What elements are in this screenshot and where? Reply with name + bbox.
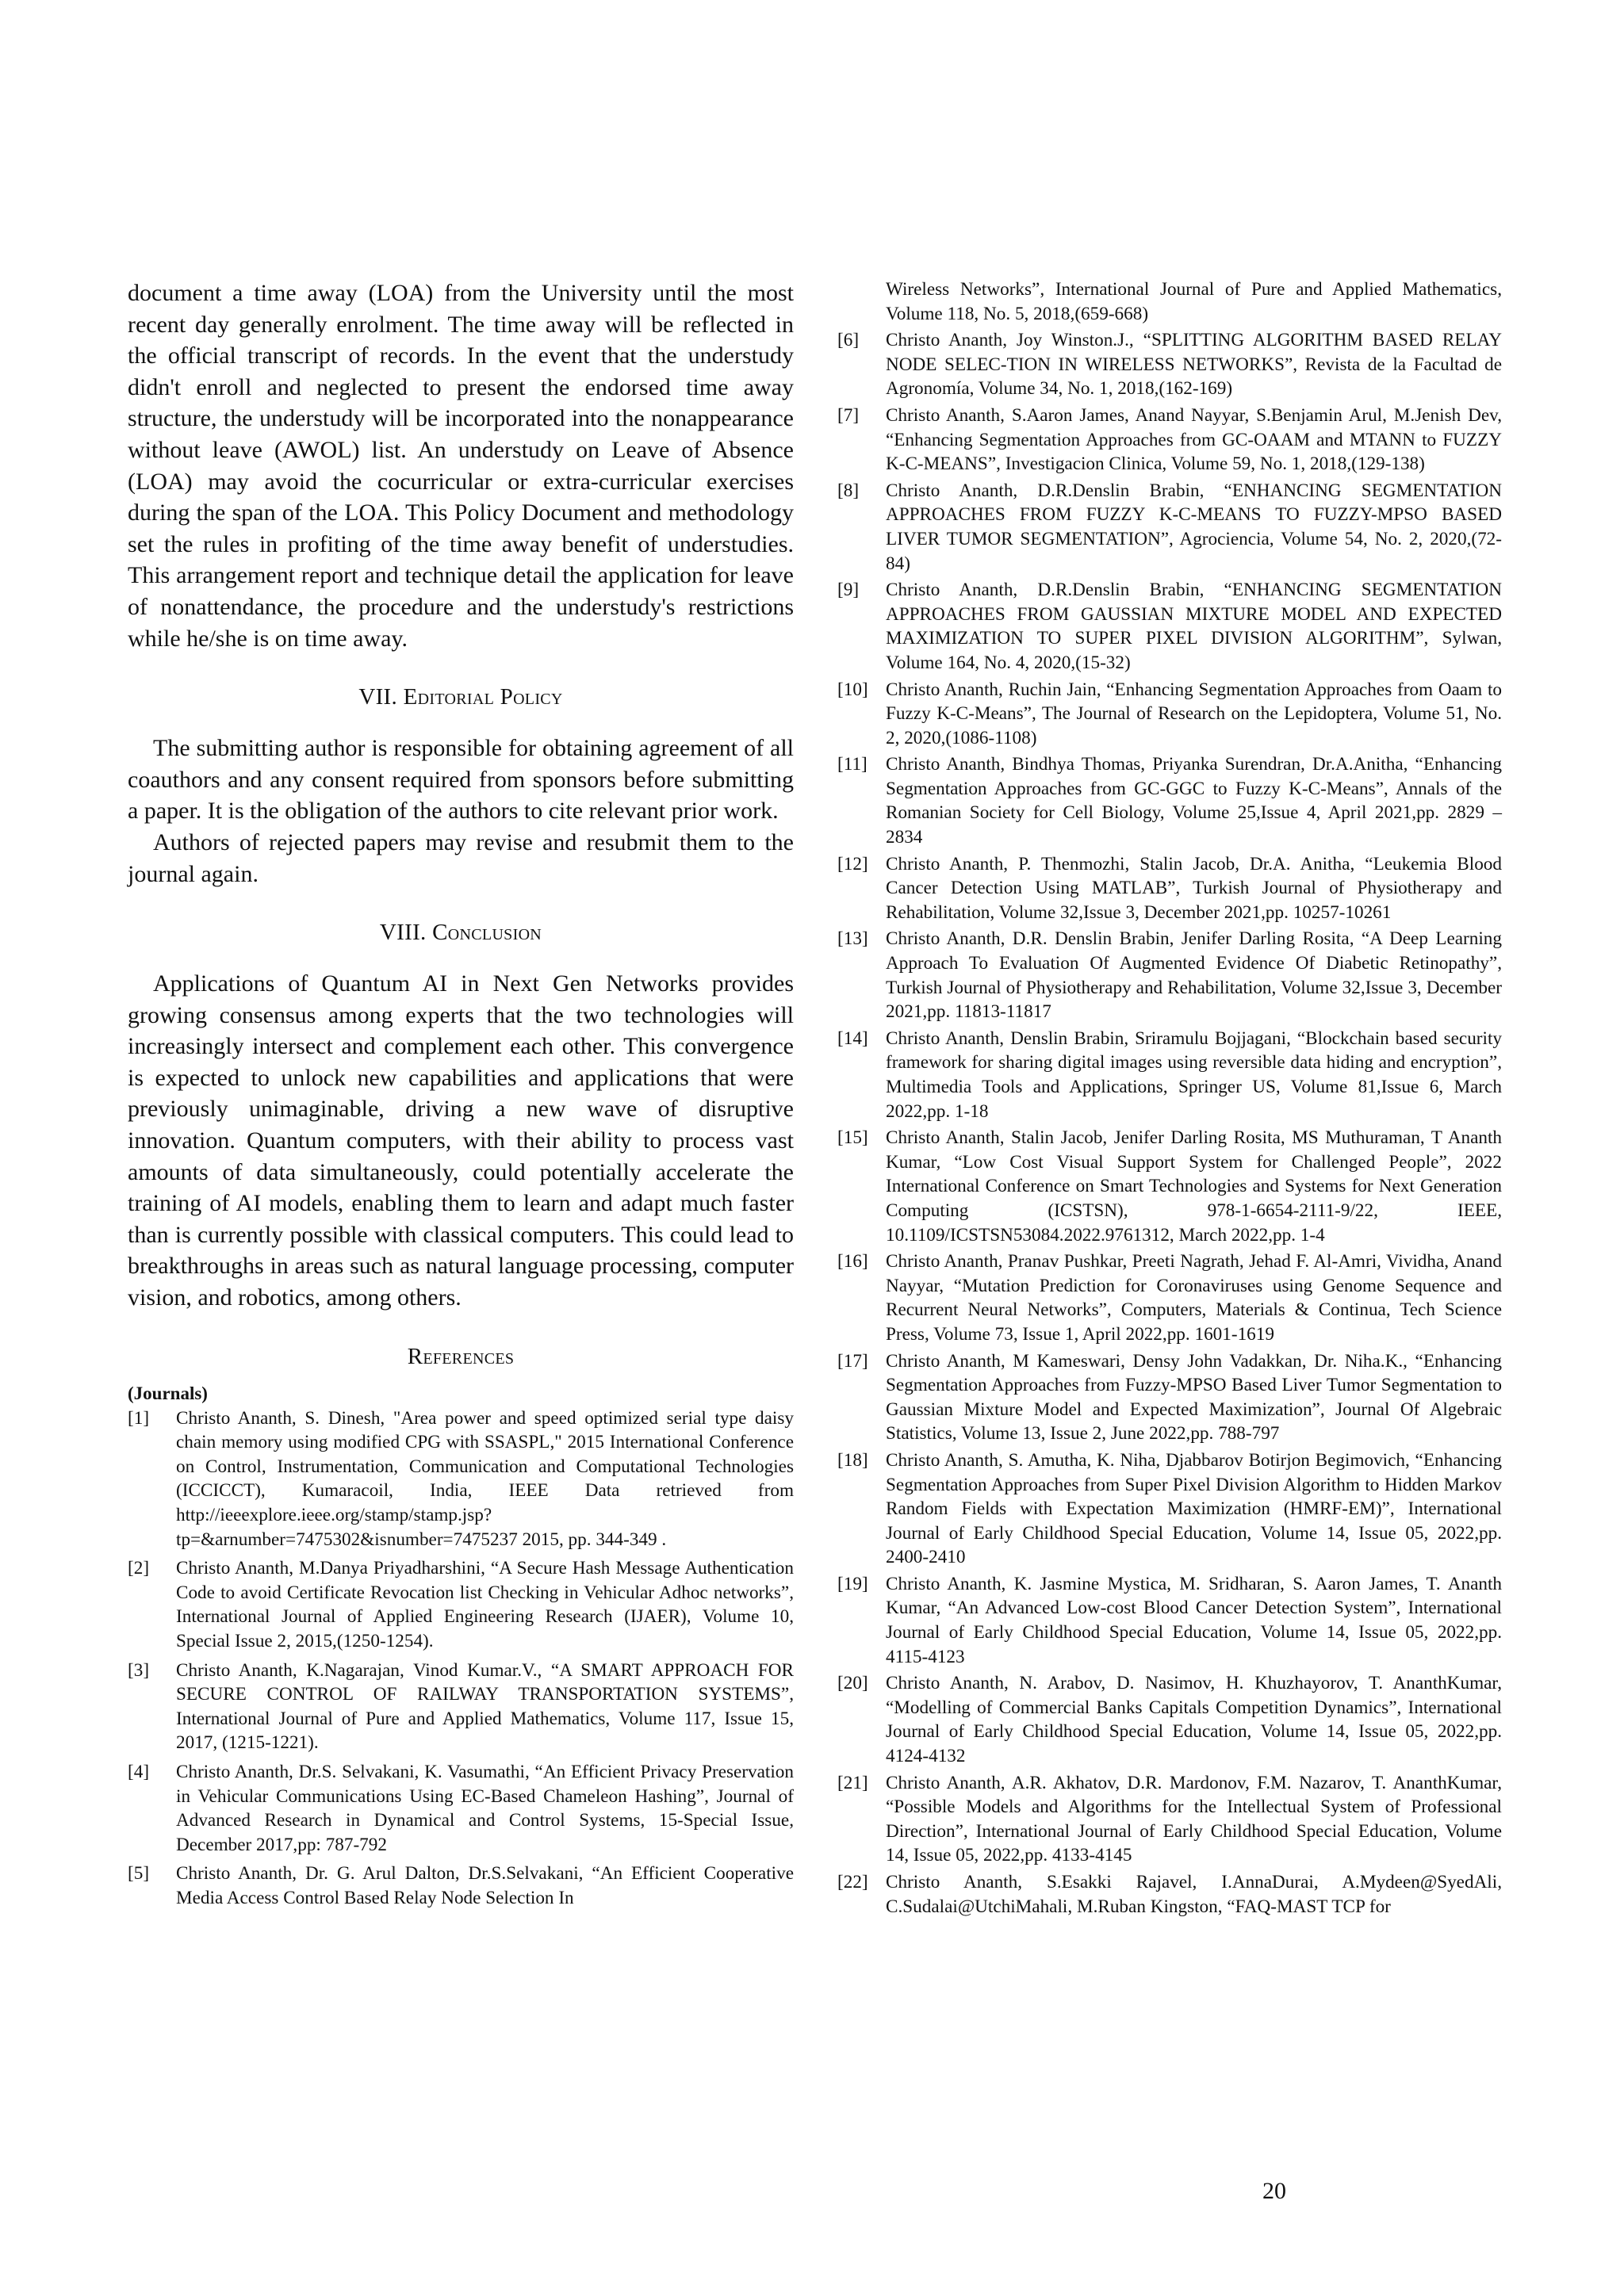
- reference-number: [8]: [837, 480, 860, 501]
- editorial-paragraph: The submitting author is responsible for obtaining agreement of all coauthors and any consent required from sponsors before submitting a paper. It is the obligation of the authors to cite relevant prior work.: [128, 735, 794, 825]
- reference-text: Christo Ananth, Dr. G. Arul Dalton, Dr.S.Selvakani, “An Efficient Cooperative Media Access Control Based Relay Node Selection In: [176, 1863, 794, 1908]
- reference-text: Christo Ananth, K.Nagarajan, Vinod Kumar.V., “A SMART APPROACH FOR SECURE CONTROL OF RAILWAY TRANSPORTATION SYSTEMS”, International Journal of Pure and Applied Mathematics, Volume 117, Issue 15, 2017, (1215-1221).: [176, 1659, 794, 1754]
- reference-text: Christo Ananth, Ruchin Jain, “Enhancing Segmentation Approaches from Oaam to Fuzzy K-C-Means”, The Journal of Research on the Lepidoptera, Volume 51, No. 2, 2020,(1086-1108): [886, 679, 1502, 748]
- section-title: Editorial Policy: [403, 684, 563, 710]
- editorial-paragraph: Authors of rejected papers may revise and resubmit them to the journal again.: [128, 828, 794, 887]
- section-number: VII.: [358, 684, 398, 710]
- reference-item: [837, 852, 1502, 925]
- right-column: [837, 277, 1502, 1921]
- reference-number: [1]: [128, 1407, 150, 1429]
- reference-text: Christo Ananth, K. Jasmine Mystica, M. Sridharan, S. Aaron James, T. Ananth Kumar, “An Advanced Low-cost Blood Cancer Detection System”, International Journal of Early Childhood Special Education, Volume 14, Issue 05, 2022,pp. 4115-4123: [886, 1573, 1502, 1667]
- reference-number: [16]: [837, 1251, 868, 1272]
- reference-number: [12]: [837, 853, 868, 874]
- reference-text: Christo Ananth, Bindhya Thomas, Priyanka Surendran, Dr.A.Anitha, “Enhancing Segmentation Approaches from GC-GGC to Fuzzy K-C-Means”, Annals of the Romanian Society for Cell Biology, Volume 25,Issue 4, April 2021,pp. 2829 – 2834: [886, 754, 1502, 848]
- reference-number: [14]: [837, 1027, 868, 1049]
- reference-text: Christo Ananth, S. Amutha, K. Niha, Djabbarov Botirjon Begimovich, “Enhancing Segmentation Approaches from Super Pixel Division Algorithm to Hidden Markov Random Fields with Expectation Maximization (HMRF-EM)”, International Journal of Early Childhood Special Education, Volume 14, Issue 05, 2022,pp. 2400-2410: [886, 1449, 1502, 1568]
- reference-number: [15]: [837, 1127, 868, 1149]
- reference-item: [837, 927, 1502, 1024]
- reference-list: [837, 328, 1502, 1919]
- reference-text: Christo Ananth, Joy Winston.J., “SPLITTING ALGORITHM BASED RELAY NODE SELEC-TION IN WIRELESS NETWORKS”, Revista de la Facultad de Agronomía, Volume 34, No. 1, 2018,(162-169): [886, 330, 1502, 400]
- reference-item: [837, 1771, 1502, 1868]
- references-heading: [128, 1344, 794, 1370]
- section-heading-editorial-policy: [128, 684, 794, 710]
- reference-number: [20]: [837, 1673, 868, 1694]
- reference-item: [837, 1671, 1502, 1768]
- reference-number: [13]: [837, 928, 868, 950]
- reference-continuation: [837, 277, 1502, 326]
- reference-number: [4]: [128, 1761, 150, 1782]
- reference-item: [128, 1862, 794, 1910]
- reference-text: Christo Ananth, M Kameswari, Densy John Vadakkan, Dr. Niha.K., “Enhancing Segmentation Approaches from Fuzzy-MPSO Based Liver Tumor Segmentation to Gaussian Mixture Model and Expected Maximization”, Journal Of Algebraic Statistics, Volume 13, Issue 2, June 2022,pp. 788-797: [886, 1350, 1502, 1445]
- reference-text: Christo Ananth, Pranav Pushkar, Preeti Nagrath, Jehad F. Al-Amri, Vividha, Anand Nayyar, “Mutation Prediction for Coronaviruses using Genome Sequence and Recurrent Neural Networks”, Computers, Materials & Continua, Tech Science Press, Volume 73, Issue 1, April 2022,pp. 1601-1619: [886, 1251, 1502, 1345]
- reference-number: [22]: [837, 1872, 868, 1892]
- reference-list: [128, 1406, 794, 1911]
- reference-number: [18]: [837, 1449, 868, 1471]
- reference-item: [837, 752, 1502, 849]
- intro-paragraph: document a time away (LOA) from the University until the most recent day generally enrolment. The time away will be reflected in the official transcript of records. In the event that the understudy didn't enroll and neglected to present the endorsed time away structure, the understudy will be incorporated into the nonappearance without leave (AWOL) list. An understudy on Leave of Absence (LOA) may avoid the cocurricular or extra-curricular exercises during the span of the LOA. This Policy Document and methodology set the rules in profiting of the time away benefit of understudies. This arrangement report and technique detail the application for leave of nonattendance, the procedure and the understudy's restrictions while he/she is on time away.: [128, 280, 794, 652]
- reference-item: [128, 1406, 794, 1552]
- page-number: 20: [1262, 2178, 1286, 2204]
- reference-item: [837, 1448, 1502, 1570]
- section-number: VIII.: [379, 920, 427, 946]
- reference-text: Christo Ananth, N. Arabov, D. Nasimov, H. Khuzhayorov, T. AnanthKumar, “Modelling of Commercial Banks Capitals Competition Dynamics”, International Journal of Early Childhood Special Education, Volume 14, Issue 05, 2022,pp. 4124-4132: [886, 1673, 1502, 1767]
- reference-text: Christo Ananth, A.R. Akhatov, D.R. Mardonov, F.M. Nazarov, T. AnanthKumar, “Possible Models and Algorithms for the Intellectual System of Professional Direction”, International Journal of Early Childhood Special Education, Volume 14, Issue 05, 2022,pp. 4133-4145: [886, 1772, 1502, 1866]
- reference-number: [11]: [837, 754, 868, 775]
- reference-text: Christo Ananth, D.R.Denslin Brabin, “ENHANCING SEGMENTATION APPROACHES FROM FUZZY K-C-MEANS TO FUZZY-MPSO BASED LIVER TUMOR SEGMENTATION”, Agrociencia, Volume 54, No. 2, 2020,(72-84): [886, 480, 1502, 574]
- reference-item: [837, 1249, 1502, 1346]
- left-column: [128, 277, 794, 1915]
- reference-number: [19]: [837, 1573, 868, 1594]
- reference-item: [837, 678, 1502, 751]
- reference-item: [837, 1572, 1502, 1669]
- reference-text: Christo Ananth, D.R. Denslin Brabin, Jenifer Darling Rosita, “A Deep Learning Approach To Evaluation Of Augmented Evidence Of Diabetic Retinopathy”, Turkish Journal of Physiotherapy and Rehabilitation, Volume 32,Issue 3, December 2021,pp. 11813-11817: [886, 928, 1502, 1023]
- reference-text: Christo Ananth, S.Aaron James, Anand Nayyar, S.Benjamin Arul, M.Jenish Dev, “Enhancing Segmentation Approaches from GC-OAAM and MTANN to FUZZY K-C-MEANS”, Investigacion Clinica, Volume 59, No. 1, 2018,(129-138): [886, 404, 1502, 475]
- references-title: References: [407, 1343, 515, 1369]
- section-heading-conclusion: [128, 920, 794, 946]
- reference-number: [9]: [837, 580, 860, 601]
- reference-item: [128, 1760, 794, 1857]
- reference-item: [837, 578, 1502, 675]
- reference-number: [17]: [837, 1350, 868, 1372]
- reference-text: Christo Ananth, S.Esakki Rajavel, I.AnnaDurai, A.Mydeen@SyedAli, C.Sudalai@UtchiMahali, M.Ruban Kingston, “FAQ-MAST TCP for: [886, 1872, 1502, 1917]
- reference-text: Christo Ananth, Denslin Brabin, Sriramulu Bojjagani, “Blockchain based security framework for sharing digital images using reversible data hiding and encryption”, Multimedia Tools and Applications, Springer US, Volume 81,Issue 6, March 2022,pp. 1-18: [886, 1027, 1502, 1122]
- reference-number: [21]: [837, 1772, 868, 1793]
- reference-number: [2]: [128, 1558, 150, 1579]
- reference-item: [837, 1870, 1502, 1919]
- section-title: Conclusion: [432, 920, 542, 946]
- reference-text: Christo Ananth, D.R.Denslin Brabin, “ENHANCING SEGMENTATION APPROACHES FROM GAUSSIAN MIXTURE MODEL AND EXPECTED MAXIMIZATION TO SUPER PIXEL DIVISION ALGORITHM”, Sylwan, Volume 164, No. 4, 2020,(15-32): [886, 580, 1502, 673]
- reference-number: [6]: [837, 330, 860, 351]
- reference-item: [837, 404, 1502, 476]
- journals-label: (Journals): [128, 1383, 208, 1403]
- reference-item: [837, 1349, 1502, 1446]
- reference-number: [5]: [128, 1863, 150, 1885]
- reference-item: [837, 1027, 1502, 1123]
- reference-item: [837, 1126, 1502, 1247]
- reference-number: [3]: [128, 1659, 150, 1681]
- reference-text: Christo Ananth, Stalin Jacob, Jenifer Darling Rosita, MS Muthuraman, T Ananth Kumar, “Low Cost Visual Support System for Challenged People”, 2022 International Conference on Smart Technologies and Systems for Next Generation Computing (ICSTSN), 978-1-6654-2111-9/22, IEEE, 10.1109/ICSTSN53084.2022.9761312, March 2022,pp. 1-4: [886, 1127, 1502, 1246]
- reference-item: [128, 1556, 794, 1653]
- reference-number: [7]: [837, 404, 860, 426]
- reference-item: [128, 1659, 794, 1755]
- reference-item: [837, 479, 1502, 576]
- reference-text: Wireless Networks”, International Journal of Pure and Applied Mathematics, Volume 118, No. 5, 2018,(659-668): [886, 279, 1502, 324]
- reference-text: Christo Ananth, S. Dinesh, "Area power and speed optimized serial type daisy chain memory using modified CPG with SSASPL," 2015 International Conference on Control, Instrumentation, Communication and Computational Technologies (ICCICCT), Kumaracoil, India, IEEE Data retrieved from http://ieeexplore.ieee.org/stamp/stamp.jsp?tp=&arnumber=7475302&isnumber=7475237 2015, pp. 344-349 .: [176, 1407, 794, 1550]
- reference-number: [10]: [837, 679, 868, 700]
- reference-text: Christo Ananth, Dr.S. Selvakani, K. Vasumathi, “An Efficient Privacy Preservation in Vehicular Communications Using EC-Based Chameleon Hashing”, Journal of Advanced Research in Dynamical and Control Systems, 15-Special Issue, December 2017,pp: 787-792: [176, 1761, 794, 1855]
- reference-text: Christo Ananth, M.Danya Priyadharshini, “A Secure Hash Message Authentication Code to avoid Certificate Revocation list Checking in Vehicular Adhoc networks”, International Journal of Applied Engineering Research (IJAER), Volume 10, Special Issue 2, 2015,(1250-1254).: [176, 1558, 794, 1651]
- reference-text: Christo Ananth, P. Thenmozhi, Stalin Jacob, Dr.A. Anitha, “Leukemia Blood Cancer Detection Using MATLAB”, Turkish Journal of Physiotherapy and Rehabilitation, Volume 32,Issue 3, December 2021,pp. 10257-10261: [886, 853, 1502, 923]
- reference-item: [837, 328, 1502, 401]
- conclusion-paragraph: Applications of Quantum AI in Next Gen Networks provides growing consensus among experts that the two technologies will increasingly intersect and complement each other. This convergence is expected to unlock new capabilities and applications that were previously unimaginable, driving a new wave of disruptive innovation. Quantum computers, with their ability to process vast amounts of data simultaneously, could potentially accelerate the training of AI models, enabling them to learn and adapt much faster than is currently possible with classical computers. This could lead to breakthroughs in areas such as natural language processing, computer vision, and robotics, among others.: [128, 970, 794, 1311]
